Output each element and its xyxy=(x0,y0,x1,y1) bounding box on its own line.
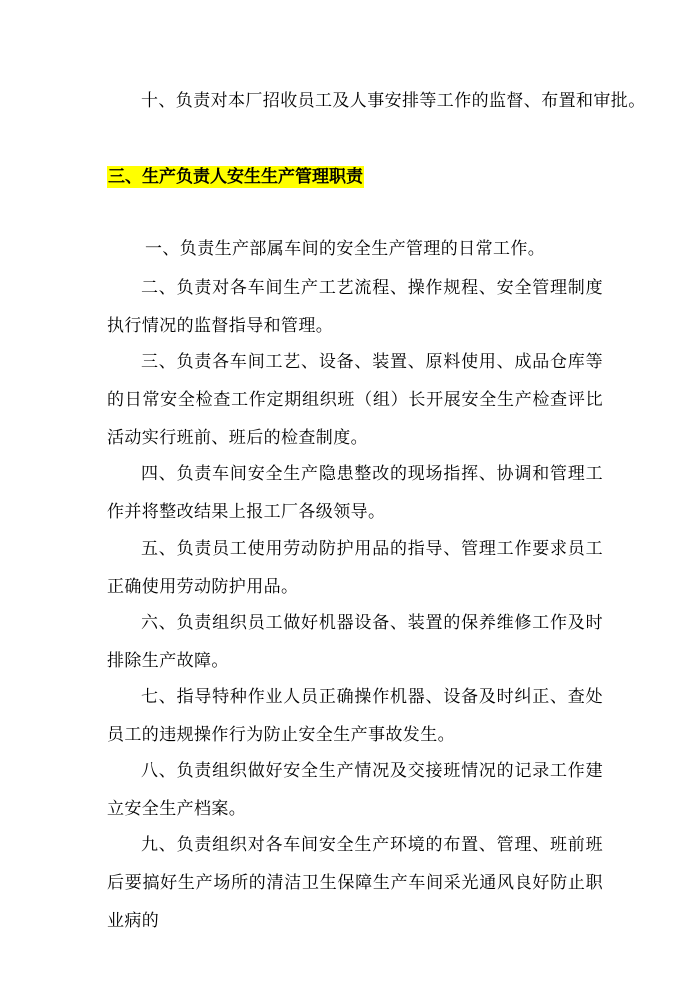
paragraph-item-6: 六、负责组织员工做好机器设备、装置的保养维修工作及时排除生产故障。 xyxy=(107,613,603,671)
paragraph-item-10: 十、负责对本厂招收员工及人事安排等工作的监督、布置和审批。 xyxy=(141,91,646,111)
paragraph-item-4: 四、负责车间安全生产隐患整改的现场指挥、协调和管理工作并将整改结果上报工厂各级领导。 xyxy=(107,464,603,522)
paragraph-item-9: 九、负责组织对各车间安全生产环境的布置、管理、班前班后要搞好生产场所的清洁卫生保障生产车间采光通风良好防止职业病的 xyxy=(107,835,603,931)
section-heading-text: 三、生产负责人安生生产管理职责 xyxy=(108,167,363,187)
paragraph-item-7: 七、指导特种作业人员正确操作机器、设备及时纠正、查处员工的违规操作行为防止安全生产事故发生。 xyxy=(107,687,603,745)
paragraph-item-5: 五、负责员工使用劳动防护用品的指导、管理工作要求员工正确使用劳动防护用品。 xyxy=(107,539,603,597)
paragraph-item-3: 三、负责各车间工艺、设备、装置、原料使用、成品仓库等的日常安全检查工作定期组织班（组）长开展安全生产检查评比活动实行班前、班后的检查制度。 xyxy=(107,352,603,448)
paragraph-item-8: 八、负责组织做好安全生产情况及交接班情况的记录工作建立安全生产档案。 xyxy=(107,761,603,819)
paragraph-item-1: 一、负责生产部属车间的安全生产管理的日常工作。 xyxy=(145,239,546,259)
paragraph-item-2: 二、负责对各车间生产工艺流程、操作规程、安全管理制度执行情况的监督指导和管理。 xyxy=(107,278,603,336)
section-heading xyxy=(107,164,364,190)
